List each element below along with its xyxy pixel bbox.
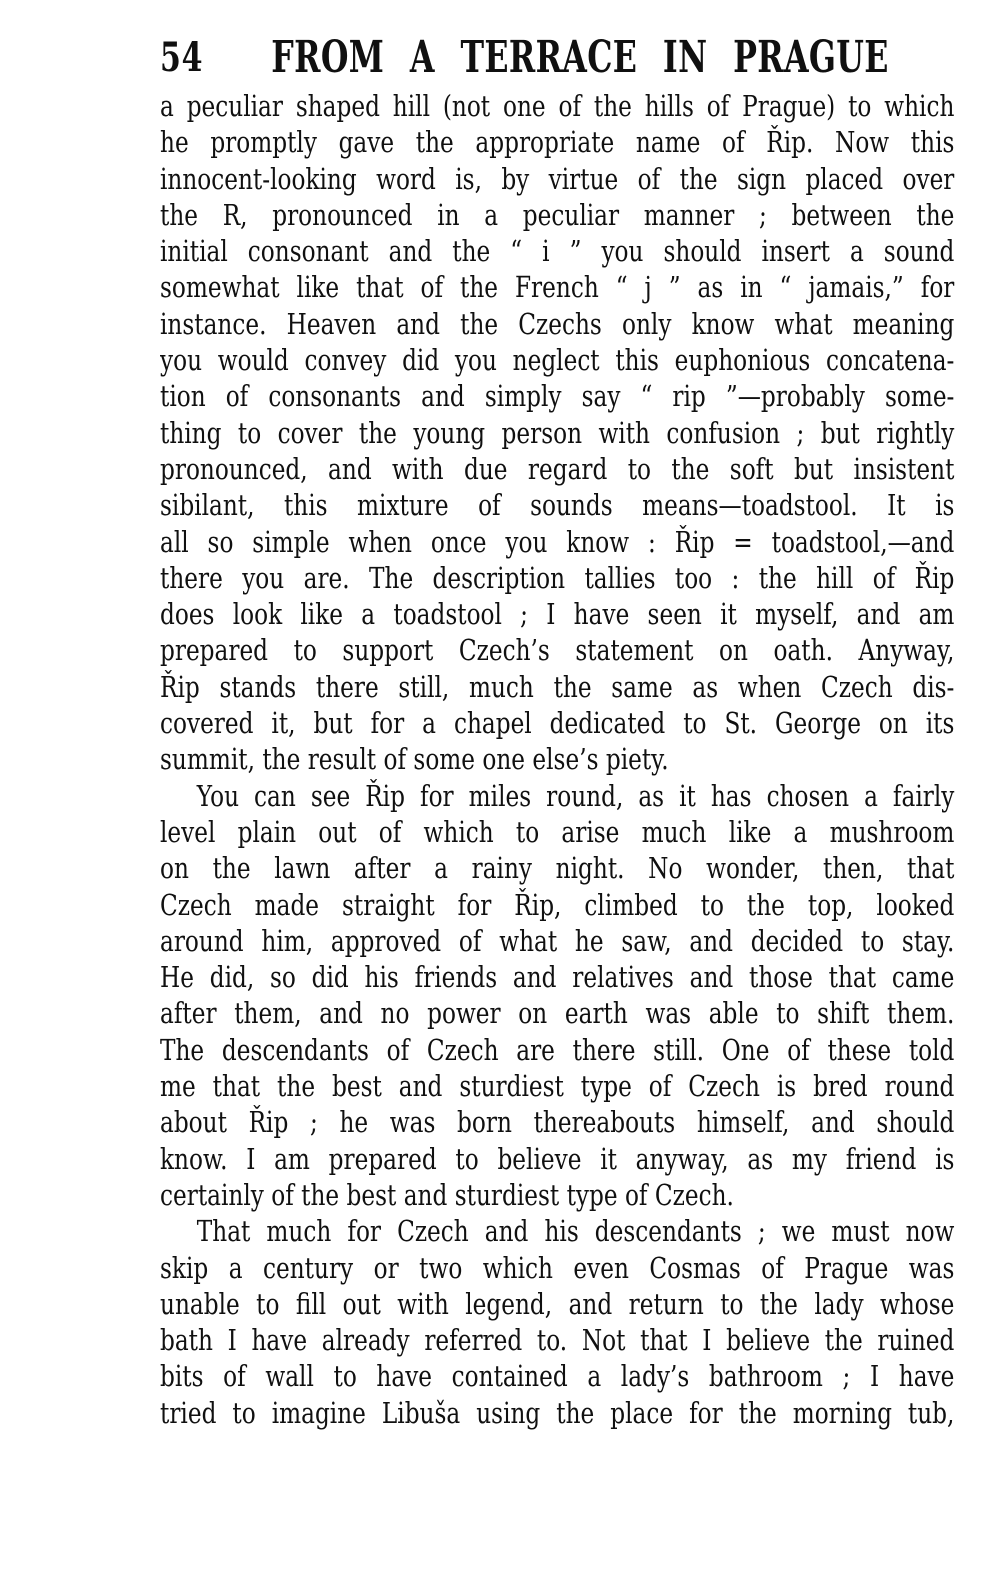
text-line: know. I am prepared to believe it anyway, as my friend is xyxy=(160,1141,955,1176)
text-line: That much for Czech and his descendants ; we must now xyxy=(196,1214,955,1249)
text-line: He did, so did his friends and relatives and those that came xyxy=(160,960,955,995)
paragraph xyxy=(160,778,955,1214)
text-line: does look like a toadstool ; I have seen it myself, and am xyxy=(160,597,955,632)
text-line: a peculiar shaped hill (not one of the hills of Prague) to which xyxy=(160,89,955,123)
text-line: all so simple when once you know : Řip = toadstool,—and xyxy=(160,524,955,559)
body-text xyxy=(160,88,955,1431)
text-line: pronounced, and with due regard to the soft but insistent xyxy=(160,451,955,486)
text-line: you would convey did you neglect this euphonious concatena- xyxy=(160,343,955,378)
text-line: prepared to support Czech’s statement on oath. Anyway, xyxy=(160,633,955,668)
text-line: there you are. The description tallies too : the hill of Řip xyxy=(160,560,955,595)
text-line: covered it, but for a chapel dedicated to St. George on its xyxy=(160,706,955,741)
text-line: tion of consonants and simply say “ rip ”—probably some- xyxy=(160,379,955,414)
page-header xyxy=(160,34,955,82)
text-line: skip a century or two which even Cosmas of Prague was xyxy=(160,1250,955,1285)
text-line: on the lawn after a rainy night. No wonder, then, that xyxy=(160,851,955,886)
text-line: unable to fill out with legend, and return to the lady whose xyxy=(160,1286,955,1321)
text-line: about Řip ; he was born thereabouts himself, and should xyxy=(160,1105,955,1140)
text-line: somewhat like that of the French “ j ” as in “ jamais,” for xyxy=(160,270,955,305)
text-line: Czech made straight for Řip, climbed to the top, looked xyxy=(160,887,955,922)
text-line: after them, and no power on earth was able to shift them. xyxy=(160,996,955,1031)
text-line: he promptly gave the appropriate name of Řip. Now this xyxy=(160,125,955,160)
text-line: bits of wall to have contained a lady’s bathroom ; I have xyxy=(160,1359,955,1394)
text-line: me that the best and sturdiest type of Czech is bred round xyxy=(160,1069,955,1104)
text-line: instance. Heaven and the Czechs only know what meaning xyxy=(160,306,955,341)
text-line: bath I have already referred to. Not that I believe the ruined xyxy=(160,1323,955,1358)
text-line: the R, pronounced in a peculiar manner ; between the xyxy=(160,197,955,232)
text-line: sibilant, this mixture of sounds means—toadstool. It is xyxy=(160,488,955,523)
text-line: level plain out of which to arise much like a mushroom xyxy=(160,814,955,849)
text-line: The descendants of Czech are there still. One of these told xyxy=(160,1032,955,1067)
text-line: You can see Řip for miles round, as it has chosen a fairly xyxy=(196,778,955,813)
text-line: summit, the result of some one else’s piety. xyxy=(160,742,669,777)
text-line: around him, approved of what he saw, and decided to stay. xyxy=(160,923,955,958)
text-line: tried to imagine Libuša using the place for the morning tub, xyxy=(160,1395,955,1430)
paragraph xyxy=(160,1213,955,1431)
text-line: initial consonant and the “ i ” you should insert a sound xyxy=(160,234,955,269)
running-title: FROM A TERRACE IN PRAGUE xyxy=(271,32,889,83)
page-number: 54 xyxy=(160,34,204,81)
text-line: thing to cover the young person with confusion ; but rightly xyxy=(160,415,955,450)
paragraph xyxy=(160,88,955,778)
text-line: certainly of the best and sturdiest type of Czech. xyxy=(160,1177,734,1212)
text-line: innocent-looking word is, by virtue of the sign placed over xyxy=(160,161,955,196)
text-line: Řip stands there still, much the same as when Czech dis- xyxy=(160,669,955,704)
